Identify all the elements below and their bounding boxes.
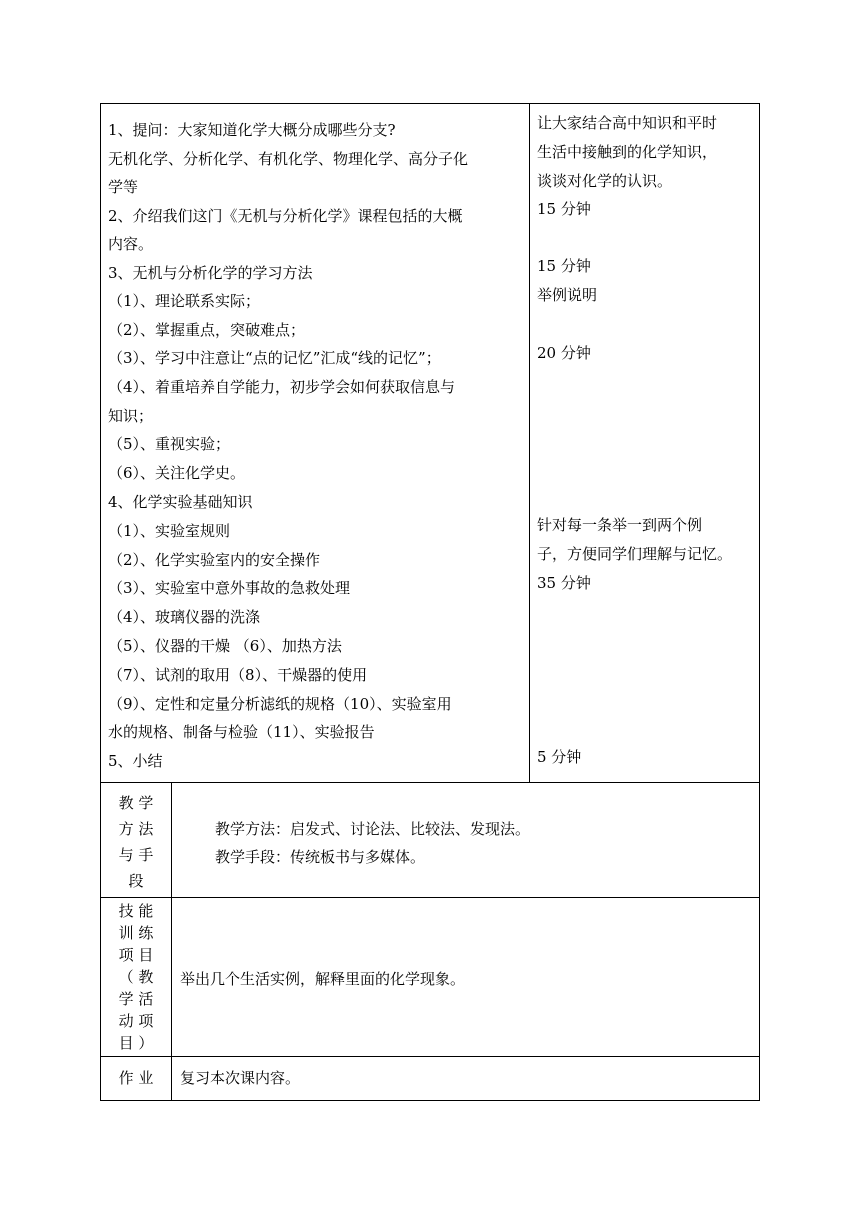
methods-label: 教 学 方 法 与 手 段	[118, 794, 154, 890]
teaching-note: 谈谈对化学的认识。	[537, 172, 673, 190]
content-line: 1、提问：大家知道化学大概分成哪些分支?	[108, 121, 396, 139]
content-line: （7）、试剂的取用（8）、干燥器的使用	[108, 666, 368, 684]
time-allocation: 20 分钟	[537, 344, 591, 362]
content-line: 5、小结	[108, 752, 163, 770]
content-line: 4、化学实验基础知识	[108, 493, 253, 511]
content-line: （2）、化学实验室内的安全操作	[108, 551, 321, 569]
skills-text: 举出几个生活实例，解释里面的化学现象。	[180, 970, 466, 988]
content-line: 2、介绍我们这门《无机与分析化学》课程包括的大概	[108, 207, 463, 225]
content-line: 3、无机与分析化学的学习方法	[108, 264, 313, 282]
main-row-divider	[529, 103, 530, 782]
content-line: （4）、着重培养自学能力，初步学会如何获取信息与	[108, 378, 456, 396]
row-separator	[100, 897, 760, 898]
homework-text: 复习本次课内容。	[180, 1069, 301, 1087]
content-line: （3）、学习中注意让“点的记忆”汇成“线的记忆”；	[108, 349, 441, 367]
content-line: （5）、仪器的干燥 （6）、加热方法	[108, 637, 342, 655]
table-border-top	[100, 103, 760, 104]
content-line: 知识；	[108, 407, 154, 425]
methods-line: 教学手段：传统板书与多媒体。	[215, 848, 426, 866]
time-allocation: 15 分钟	[537, 200, 591, 218]
content-line: （1）、实验室规则	[108, 522, 231, 540]
row-separator	[100, 782, 760, 783]
teaching-note: 让大家结合高中知识和平时	[537, 114, 718, 132]
content-line: 无机化学、分析化学、有机化学、物理化学、高分子化	[108, 150, 469, 168]
content-line: （4）、玻璃仪器的洗涤	[108, 608, 261, 626]
teaching-note: 子，方便同学们理解与记忆。	[537, 545, 733, 563]
teaching-note: 生活中接触到的化学知识，	[537, 143, 718, 161]
content-line: （1）、理论联系实际；	[108, 292, 261, 310]
row-separator	[100, 1056, 760, 1057]
content-line: （3）、实验室中意外事故的急救处理	[108, 579, 351, 597]
content-line: 学等	[108, 178, 139, 196]
skills-label: 技 能 训 练 项 目 （ 教 学 活 动 项 目 ）	[118, 902, 154, 1052]
teaching-note: 举例说明	[537, 286, 598, 304]
homework-label: 作 业	[118, 1069, 154, 1087]
methods-line: 教学方法：启发式、讨论法、比较法、发现法。	[215, 820, 531, 838]
label-column-divider	[171, 782, 172, 1100]
content-line: 水的规格、制备与检验（11）、实验报告	[108, 723, 375, 741]
table-border-bottom	[100, 1100, 760, 1101]
content-line: （2）、掌握重点，突破难点；	[108, 321, 306, 339]
content-line: 内容。	[108, 235, 154, 253]
content-line: （6）、关注化学史。	[108, 464, 246, 482]
time-allocation: 35 分钟	[537, 574, 591, 592]
teaching-note: 针对每一条举一到两个例	[537, 516, 703, 534]
table-border-right	[759, 103, 760, 1101]
content-line: （5）、重视实验；	[108, 435, 231, 453]
time-allocation: 15 分钟	[537, 257, 591, 275]
time-allocation: 5 分钟	[537, 748, 582, 766]
content-line: （9）、定性和定量分析滤纸的规格（10）、实验室用	[108, 695, 452, 713]
